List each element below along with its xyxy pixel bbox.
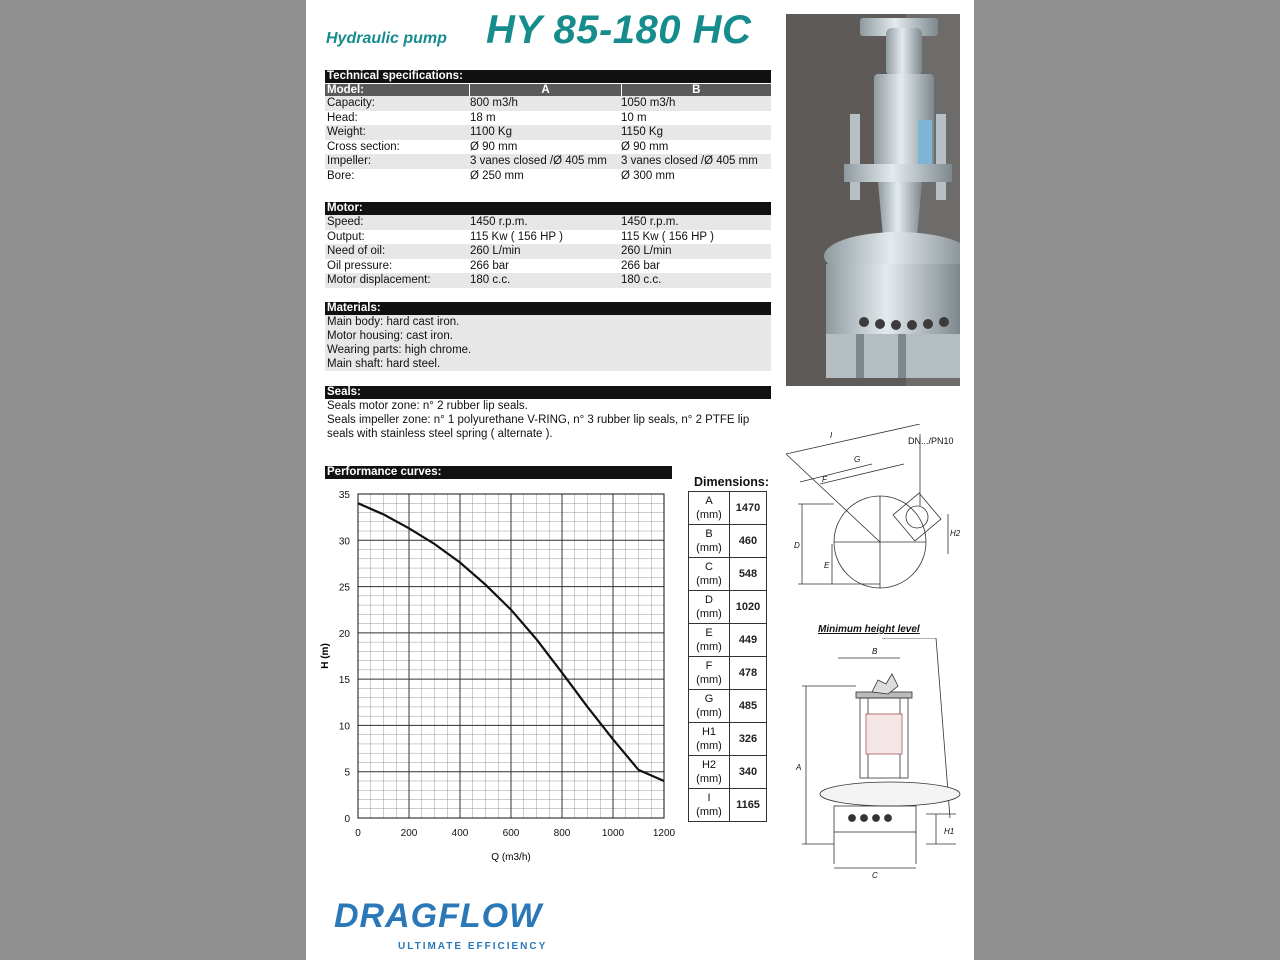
- dimension-letter: G: [704, 693, 714, 705]
- motor-value-a: 266 bar: [470, 259, 510, 272]
- dimension-letter: F: [705, 660, 713, 672]
- dimension-value: 1165: [730, 789, 767, 822]
- spec-row: [325, 154, 771, 169]
- dimension-row: [689, 657, 767, 690]
- dimensions-title: Dimensions:: [694, 475, 770, 489]
- dimension-unit: (mm): [696, 740, 722, 752]
- dimension-letter: H2: [701, 759, 717, 771]
- dimension-letter: B: [705, 528, 713, 540]
- dimensions-table: [688, 491, 767, 822]
- spec-key: Cross section:: [327, 140, 400, 153]
- dim-label-e: E: [824, 561, 830, 570]
- motor-value-b: 1450 r.p.m.: [621, 216, 679, 228]
- spec-value-a: 3 vanes closed /Ø 405 mm: [470, 155, 607, 167]
- x-tick-label: 0: [355, 828, 361, 839]
- y-tick-label: 35: [338, 490, 350, 501]
- dimension-letter: E: [705, 627, 713, 639]
- materials-header: Materials:: [325, 302, 771, 315]
- spec-value-b: 10 m: [621, 111, 647, 124]
- spec-row: [325, 111, 771, 126]
- dimension-row: [689, 624, 767, 657]
- motor-row: [325, 230, 771, 245]
- y-axis-label: H (m): [320, 643, 331, 669]
- dimension-letter: D: [705, 594, 713, 606]
- tech-spec-section: [325, 70, 771, 183]
- seals-section: [325, 386, 771, 441]
- dimension-key: [689, 657, 730, 690]
- spec-key: Bore:: [327, 169, 355, 182]
- motor-value-a: 260 L/min: [470, 245, 521, 257]
- model-col-b: B: [621, 84, 771, 96]
- seals-text: [325, 399, 771, 441]
- product-type-label: Hydraulic pump: [326, 30, 447, 47]
- dimension-unit: (mm): [696, 707, 722, 719]
- pump-photo-illustration: [786, 14, 960, 386]
- dimension-key: [689, 690, 730, 723]
- motor-value-b: 266 bar: [621, 259, 661, 272]
- spec-value-a: Ø 250 mm: [470, 169, 524, 182]
- dimension-row: [689, 756, 767, 789]
- motor-key: Need of oil:: [327, 245, 386, 257]
- spec-value-b: 3 vanes closed /Ø 405 mm: [621, 155, 758, 167]
- motor-key: Motor displacement:: [327, 274, 431, 286]
- dimension-key: [689, 525, 730, 558]
- seals-line: Seals impeller zone: n° 1 polyurethane V-RING, n° 3 rubber lip seals, n° 2 PTFE lip: [327, 414, 750, 426]
- dimension-value: 1470: [730, 492, 767, 525]
- dimension-value: 548: [730, 558, 767, 591]
- motor-row: [325, 273, 771, 288]
- dimension-row: [689, 591, 767, 624]
- y-tick-label: 30: [338, 536, 350, 548]
- y-tick-label: 20: [338, 628, 350, 640]
- x-tick-label: 1200: [652, 828, 676, 839]
- motor-value-a: 115 Kw ( 156 HP ): [470, 230, 563, 243]
- y-tick-label: 10: [338, 721, 350, 733]
- x-tick-label: 600: [502, 828, 520, 839]
- dimension-key: [689, 591, 730, 624]
- dim-label-d: D: [794, 541, 800, 550]
- dimension-letter: A: [705, 495, 713, 507]
- performance-header: Performance curves:: [325, 466, 672, 479]
- dimension-unit: (mm): [696, 575, 722, 587]
- dim-label-g: G: [854, 455, 861, 464]
- spec-value-a: 800 m3/h: [470, 97, 518, 109]
- chart-grid-major: [358, 494, 664, 818]
- materials-line: Motor housing: cast iron.: [327, 330, 453, 342]
- dim-label-a: A: [796, 763, 802, 772]
- seals-line: Seals motor zone: n° 2 rubber lip seals.: [327, 400, 528, 412]
- dimension-value: 326: [730, 723, 767, 756]
- dimension-key: [689, 558, 730, 591]
- dimension-value: 478: [730, 657, 767, 690]
- motor-key: Oil pressure:: [327, 259, 393, 272]
- product-model-title: HY 85-180 HC: [486, 8, 752, 52]
- brand-logo: DRAGFLOW: [334, 897, 543, 935]
- dim-label-h1: H1: [944, 827, 955, 836]
- x-tick-label: 1000: [601, 828, 625, 839]
- x-axis: [355, 828, 675, 839]
- side-view-drawing: [786, 638, 966, 884]
- spec-row: [325, 140, 771, 155]
- motor-value-a: 1450 r.p.m.: [470, 216, 528, 228]
- materials-text: [325, 315, 771, 371]
- pump-photo: [786, 14, 960, 386]
- dimension-value: 340: [730, 756, 767, 789]
- spec-value-b: Ø 300 mm: [621, 169, 675, 182]
- performance-chart: [306, 484, 686, 874]
- y-tick-label: 25: [338, 582, 350, 594]
- x-axis-label: Q (m3/h): [491, 852, 531, 863]
- spec-key: Impeller:: [327, 155, 372, 167]
- dimension-key: [689, 492, 730, 525]
- y-tick-label: 15: [338, 675, 350, 687]
- datasheet-page: [306, 0, 974, 960]
- top-view-drawing: [780, 424, 970, 600]
- x-tick-label: 400: [451, 828, 469, 839]
- dim-label-h2: H2: [950, 529, 961, 538]
- spec-value-a: 18 m: [470, 111, 496, 124]
- materials-section: [325, 302, 771, 371]
- materials-line: Main body: hard cast iron.: [327, 316, 460, 328]
- dim-label-b: B: [872, 647, 878, 656]
- dimension-value: 460: [730, 525, 767, 558]
- y-tick-label: 5: [344, 767, 350, 779]
- motor-row: [325, 259, 771, 274]
- dimension-key: [689, 723, 730, 756]
- dimension-letter: I: [707, 792, 711, 804]
- dimension-unit: (mm): [696, 608, 722, 620]
- dim-label-i: I: [830, 431, 833, 440]
- dimension-row: [689, 723, 767, 756]
- dimension-letter: C: [705, 561, 713, 573]
- spec-value-a: 1100 Kg: [470, 126, 512, 138]
- brand-tagline: ULTIMATE EFFICIENCY: [398, 941, 548, 952]
- motor-header: Motor:: [325, 202, 771, 215]
- dimension-unit: (mm): [696, 641, 722, 653]
- spec-row: [325, 96, 771, 111]
- model-label: Model:: [327, 84, 365, 96]
- y-tick-label: 0: [344, 814, 350, 825]
- dim-label-f: F: [822, 475, 827, 484]
- dimension-unit: (mm): [696, 509, 722, 521]
- materials-line: Main shaft: hard steel.: [327, 358, 441, 370]
- dim-label-c: C: [872, 871, 878, 880]
- motor-row: [325, 215, 771, 230]
- motor-row: [325, 244, 771, 259]
- model-header-row: [325, 84, 771, 96]
- dimension-key: [689, 624, 730, 657]
- dimension-value: 485: [730, 690, 767, 723]
- tech-spec-header: Technical specifications:: [325, 70, 771, 83]
- dimension-unit: (mm): [696, 542, 722, 554]
- spec-value-b: Ø 90 mm: [621, 140, 669, 153]
- motor-key: Output:: [327, 230, 365, 243]
- spec-row: [325, 169, 771, 184]
- seals-line: seals with stainless steel spring ( alternate ).: [327, 428, 553, 440]
- dimension-key: [689, 789, 730, 822]
- dimension-row: [689, 525, 767, 558]
- spec-value-b: 1050 m3/h: [621, 97, 676, 109]
- spec-row: [325, 125, 771, 140]
- y-axis: [339, 490, 351, 825]
- x-tick-label: 800: [553, 828, 571, 839]
- motor-key: Speed:: [327, 216, 364, 228]
- dimension-unit: (mm): [696, 674, 722, 686]
- materials-line: Wearing parts: high chrome.: [327, 344, 472, 356]
- spec-value-b: 1150 Kg: [621, 126, 663, 138]
- dimension-value: 449: [730, 624, 767, 657]
- dimension-row: [689, 558, 767, 591]
- dimension-value: 1020: [730, 591, 767, 624]
- dimension-key: [689, 756, 730, 789]
- motor-value-a: 180 c.c.: [470, 274, 511, 286]
- dimension-row: [689, 492, 767, 525]
- dimension-row: [689, 690, 767, 723]
- flange-label: DN.../PN10: [908, 436, 954, 446]
- spec-value-a: Ø 90 mm: [470, 140, 518, 153]
- spec-key: Weight:: [327, 126, 366, 138]
- minimum-height-label: Minimum height level: [818, 624, 920, 635]
- motor-section: [325, 202, 771, 288]
- seals-header: Seals:: [325, 386, 771, 399]
- dimension-unit: (mm): [696, 806, 722, 818]
- x-tick-label: 200: [400, 828, 418, 839]
- dimension-row: [689, 789, 767, 822]
- model-col-a: A: [469, 84, 620, 96]
- motor-value-b: 115 Kw ( 156 HP ): [621, 230, 714, 243]
- dimension-letter: H1: [701, 726, 717, 738]
- spec-key: Head:: [327, 111, 358, 124]
- spec-key: Capacity:: [327, 97, 375, 109]
- motor-value-b: 260 L/min: [621, 245, 672, 257]
- dimension-unit: (mm): [696, 773, 722, 785]
- motor-value-b: 180 c.c.: [621, 274, 662, 286]
